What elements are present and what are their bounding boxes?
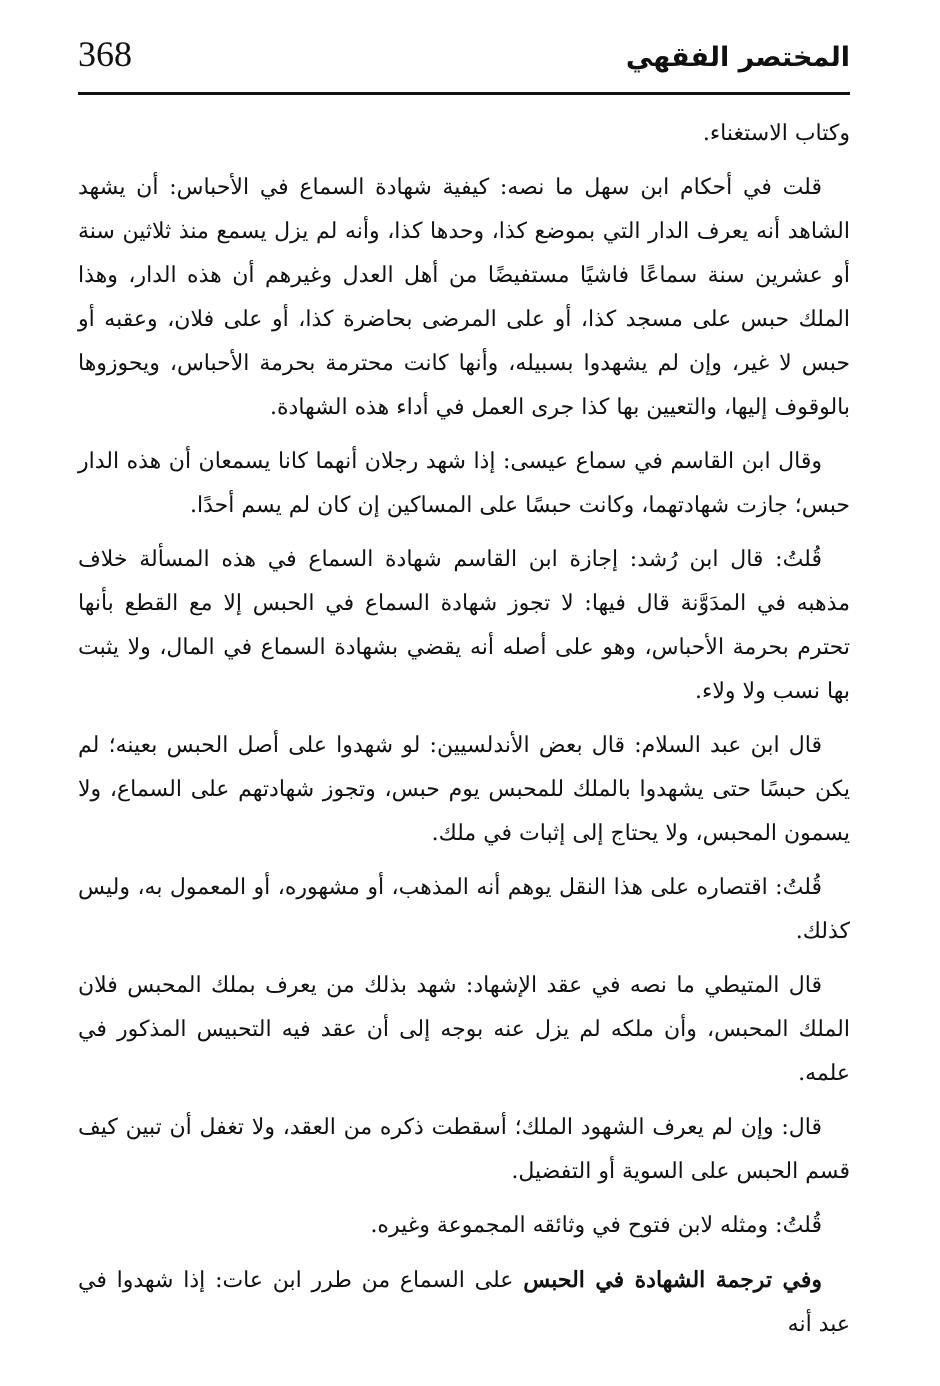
- paragraph-last: [78, 1258, 850, 1347]
- paragraph: قال المتيطي ما نصه في عقد الإشهاد: شهد بذلك من يعرف بملك المحبس فلان الملك المحبس، وأن ملكه لم يزل عنه بوجه إلى أن عقد فيه التحبيس المذكور في علمه.: [78, 973, 850, 1086]
- paragraph: وقال ابن القاسم في سماع عيسى: إذا شهد رجلان أنهما كانا يسمعان أن هذه الدار حبس؛ جازت شهادتهما، وكانت حبسًا على المساكين إن كان لم يسم أحدًا.: [78, 449, 850, 518]
- paragraph: قُلتُ: اقتصاره على هذا النقل يوهم أنه المذهب، أو مشهوره، أو المعمول به، وليس كذلك.: [78, 875, 850, 944]
- page-header: [78, 34, 850, 86]
- paragraph-continuation: على السماع من طرر ابن عات: إذا شهدوا في عبد أنه: [78, 1268, 850, 1337]
- bold-heading-term: وفي ترجمة الشهادة في الحبس: [523, 1267, 822, 1293]
- paragraph: وكتاب الاستغناء.: [702, 121, 850, 146]
- paragraph: قال: وإن لم يعرف الشهود الملك؛ أسقطت ذكره من العقد، ولا تغفل أن تبين كيف قسم الحبس على السوية أو التفضيل.: [78, 1115, 850, 1184]
- paragraph: قُلتُ: ومثله لابن فتوح في وثائقه المجموعة وغيره.: [370, 1213, 822, 1238]
- body-text: [78, 112, 850, 1357]
- paragraph: قال ابن عبد السلام: قال بعض الأندلسيين: لو شهدوا على أصل الحبس بعينه؛ لم يكن حبسًا حتى يشهدوا بالملك للمحبس يوم حبس، وتجوز شهادتهم على السماع، ولا يسمون المحبس، ولا يحتاج إلى إثبات في ملك.: [78, 733, 850, 846]
- paragraph: قلت في أحكام ابن سهل ما نصه: كيفية شهادة السماع في الأحباس: أن يشهد الشاهد أنه يعرف الدار التي بموضع كذا، وحدها كذا، وأنه لم يزل يسمع منذ ثلاثين سنة أو عشرين سنة سماعًا فاشيًا مستفيضًا من أهل العدل وغيرهم أن هذه الدار، وهذا الملك حبس على مسجد كذا، أو على المرضى بحاضرة كذا، أو على فلان، وعقبه أو حبس لا غير، وإن لم يشهدوا بسبيله، وأنها كانت محترمة بحرمة الأحباس، ويحوزوها بالوقوف إليها، والتعيين بها كذا جرى العمل في أداء هذه الشهادة.: [78, 175, 851, 420]
- page-number: 368: [78, 34, 132, 74]
- header-rule: [78, 92, 850, 95]
- paragraph: قُلتُ: قال ابن رُشد: إجازة ابن القاسم شهادة السماع في هذه المسألة خلاف مذهبه في المدَوَّنة قال فيها: لا تجوز شهادة السماع في الحبس إلا مع القطع بأنها تحترم بحرمة الأحباس، وهو على أصله أنه يقضي بشهادة السماع في المال، ولا يثبت بها نسب ولا ولاء.: [78, 547, 850, 704]
- running-title: المختصر الفقهي: [625, 42, 850, 73]
